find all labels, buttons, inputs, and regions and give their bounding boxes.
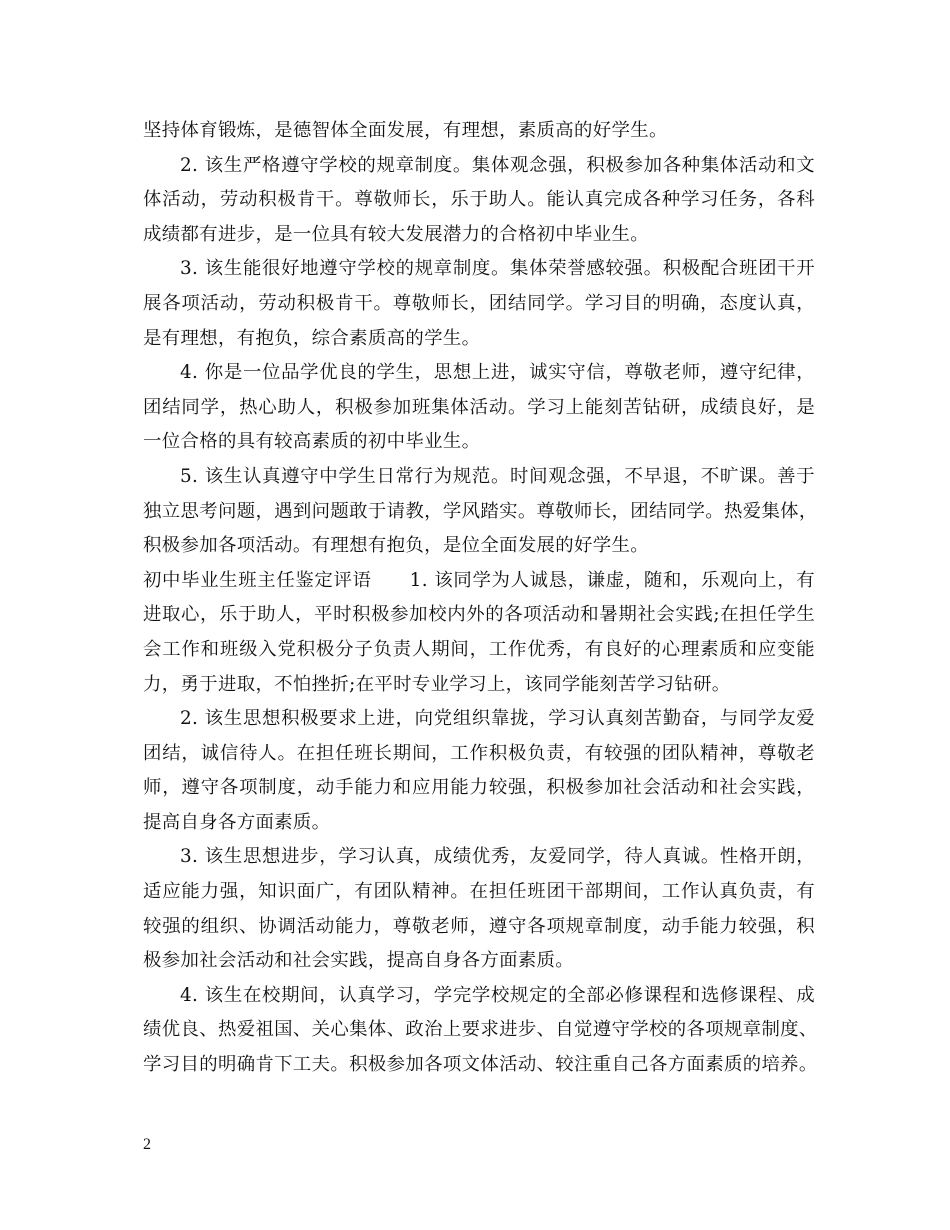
- text-line: 3. 该生能很好地遵守学校的规章制度。集体荣誉感较强。积极配合班团干开: [180, 258, 815, 280]
- text-line: 会工作和班级入党积极分子负责人期间，工作优秀，有良好的心理素质和应变能: [143, 638, 815, 660]
- text-line: 体活动，劳动积极肯干。尊敬师长，乐于助人。能认真完成各种学习任务，各科: [143, 189, 815, 211]
- text-line: 2. 该生思想积极要求上进，向党组织靠拢，学习认真刻苦勤奋，与同学友爱: [180, 708, 815, 730]
- text-line: 提高自身各方面素质。: [143, 811, 331, 833]
- text-line: 坚持体育锻炼，是德智体全面发展，有理想，素质高的好学生。: [143, 120, 668, 141]
- text-line: 4. 该生在校期间，认真学习，学完学校规定的全部必修课程和选修课程、成: [180, 984, 815, 1006]
- text-line: 是有理想，有抱负，综合素质高的学生。: [143, 327, 481, 349]
- text-line: 积极参加各项活动。有理想有抱负，是位全面发展的好学生。: [143, 535, 649, 557]
- text-line: 一位合格的具有较高素质的初中毕业生。: [143, 431, 481, 453]
- text-line: 绩优良、热爱祖国、关心集体、政治上要求进步、自觉遵守学校的各项规章制度、: [143, 1019, 818, 1041]
- text-line: 极参加社会活动和社会实践，提高自身各方面素质。: [143, 950, 575, 972]
- text-line: 成绩都有进步，是一位具有较大发展潜力的合格初中毕业生。: [143, 223, 649, 245]
- text-line: 2. 该生严格遵守学校的规章制度。集体观念强，积极参加各种集体活动和文: [180, 154, 815, 176]
- text-line: 进取心，乐于助人，平时积极参加校内外的各项活动和暑期社会实践;在担任学生: [143, 604, 815, 626]
- document-body: [143, 114, 818, 1083]
- text-line: 师，遵守各项制度，动手能力和应用能力较强，积极参加社会活动和社会实践，: [143, 777, 815, 799]
- text-line: 力，勇于进取，不怕挫折;在平时专业学习上，该同学能刻苦学习钻研。: [143, 673, 731, 695]
- text-line: 展各项活动，劳动积极肯干。尊敬师长，团结同学。学习目的明确，态度认真，: [143, 292, 815, 314]
- text-line: 独立思考问题，遇到问题敢于请教，学风踏实。尊敬师长，团结同学。热爱集体，: [143, 500, 818, 522]
- text-line: 5. 该生认真遵守中学生日常行为规范。时间观念强，不早退，不旷课。善于: [180, 465, 815, 487]
- page-number: 2: [143, 1136, 151, 1153]
- text-line: 团结，诚信待人。在担任班长期间，工作积极负责，有较强的团队精神，尊敬老: [143, 742, 815, 764]
- text-line: 学习目的明确肯下工夫。积极参加各项文体活动、较注重自己各方面素质的培养。: [143, 1054, 818, 1076]
- text-line: 初中毕业生班主任鉴定评语 1. 该同学为人诚恳，谦虚，随和，乐观向上，有: [143, 569, 815, 591]
- text-line: 团结同学，热心助人，积极参加班集体活动。学习上能刻苦钻研，成绩良好，是: [143, 396, 815, 418]
- text-line: 适应能力强，知识面广，有团队精神。在担任班团干部期间，工作认真负责，有: [143, 881, 815, 903]
- text-line: 4. 你是一位品学优良的学生，思想上进，诚实守信，尊敬老师，遵守纪律，: [180, 362, 815, 384]
- text-line: 较强的组织、协调活动能力，尊敬老师，遵守各项规章制度，动手能力较强，积: [143, 915, 815, 937]
- text-line: 3. 该生思想进步，学习认真，成绩优秀，友爱同学，待人真诚。性格开朗，: [180, 846, 815, 868]
